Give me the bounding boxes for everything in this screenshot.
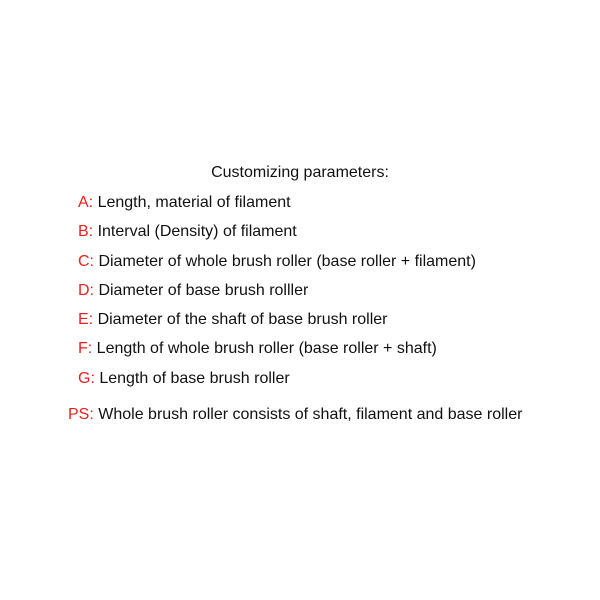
parameter-description: Length of whole brush roller (base roller + shaft) bbox=[92, 340, 437, 358]
parameter-item-f bbox=[78, 339, 593, 368]
page-title: Customizing parameters: bbox=[211, 164, 389, 181]
parameter-key: B: bbox=[78, 223, 94, 241]
parameter-list bbox=[78, 193, 593, 398]
parameter-key: A: bbox=[78, 194, 94, 211]
parameter-description: Length of base brush roller bbox=[94, 369, 290, 387]
parameter-description: Interval (Density) of filament bbox=[93, 223, 297, 241]
ps-key: PS: bbox=[68, 406, 94, 423]
parameter-key: E: bbox=[78, 311, 94, 329]
parameter-item-g bbox=[78, 369, 593, 398]
parameter-item-c bbox=[78, 252, 593, 281]
parameter-description: Length, material of filament bbox=[93, 194, 291, 211]
parameter-description: Diameter of the shaft of base brush roller bbox=[93, 311, 388, 329]
parameter-description: Diameter of whole brush roller (base roller + filament) bbox=[94, 252, 476, 270]
parameter-key: G: bbox=[78, 369, 95, 387]
parameter-item-b bbox=[78, 222, 593, 251]
parameter-item-d bbox=[78, 281, 593, 310]
ps-note bbox=[68, 405, 593, 425]
parameter-key: D: bbox=[78, 281, 94, 299]
parameter-description: Diameter of base brush rolller bbox=[94, 281, 309, 299]
parameter-item-a bbox=[78, 193, 593, 222]
parameter-key: F: bbox=[78, 340, 93, 358]
parameter-key: C: bbox=[78, 252, 94, 270]
parameter-item-e bbox=[78, 310, 593, 339]
ps-description: Whole brush roller consists of shaft, filament and base roller bbox=[93, 406, 523, 423]
